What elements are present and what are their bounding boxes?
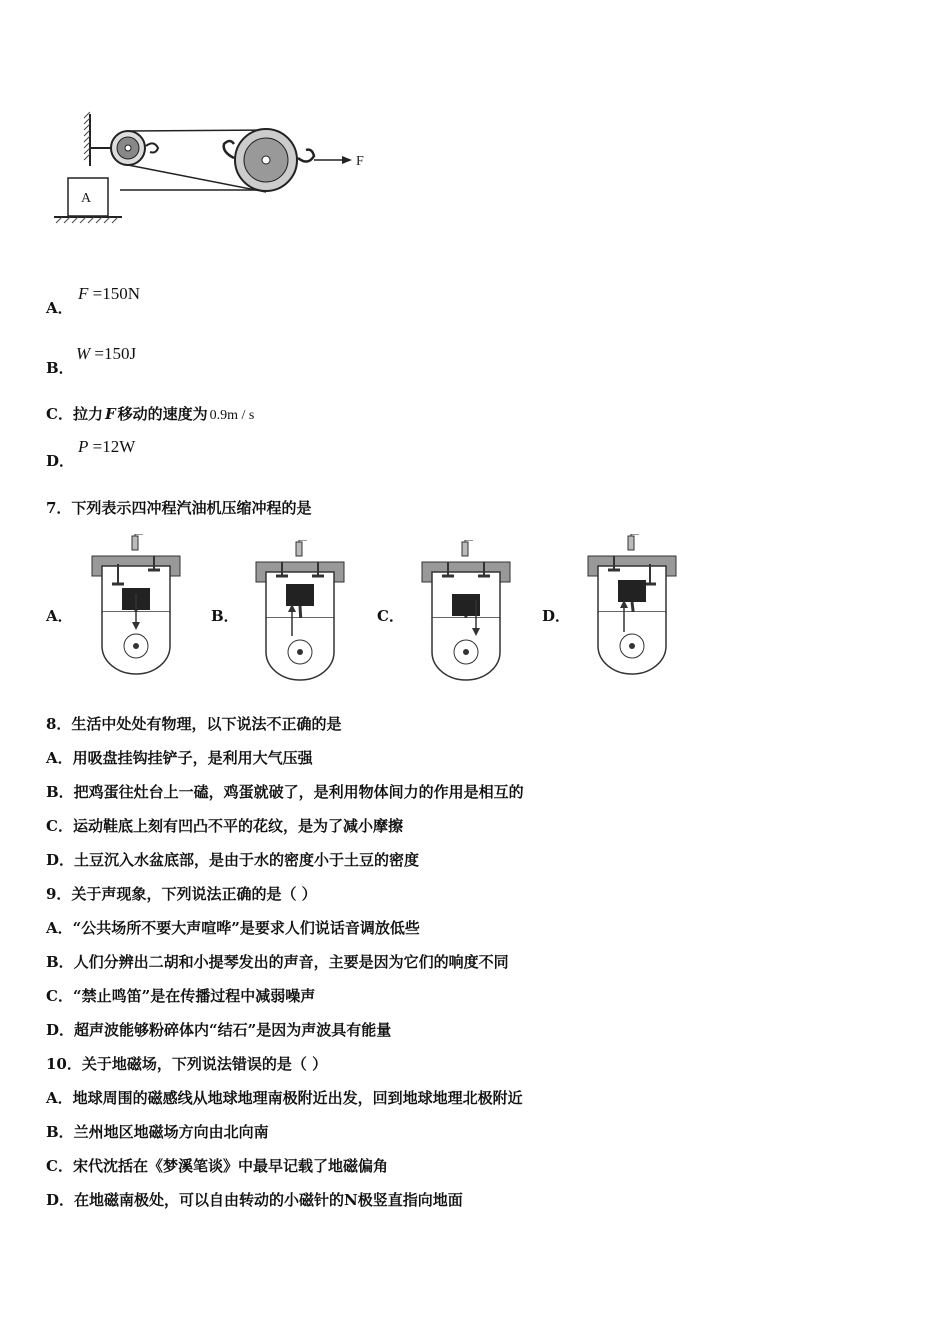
engine-label-b[interactable]: B． (211, 607, 239, 625)
q9-option-d[interactable]: D．超声波能够粉碎体内“结石”是因为声波具有能量 (46, 1021, 392, 1039)
q10-option-b[interactable]: B．兰州地区地磁场方向由北向南 (46, 1123, 269, 1141)
option-letter: D． (46, 452, 75, 470)
force-label: F (356, 154, 364, 169)
engine-diagram-b[interactable] (252, 540, 348, 682)
q10-option-c[interactable]: C．宋代沈括在《梦溪笔谈》中最早记载了地磁偏角 (46, 1157, 388, 1175)
engine-diagram-c[interactable] (418, 540, 514, 682)
math-value: 0.9m / s (209, 408, 255, 423)
block-label: A (81, 191, 92, 206)
engine-diagram-a[interactable] (88, 534, 184, 676)
q8-stem: 8．生活中处处有物理，以下说法不正确的是 (46, 715, 342, 733)
option-letter: C． (46, 405, 73, 423)
q10-option-a[interactable]: A．地球周围的磁感线从地球地理南极附近出发，回到地球地理北极附近 (46, 1089, 523, 1107)
engine-label-c[interactable]: C． (377, 607, 404, 625)
q10-option-d[interactable]: D．在地磁南极处，可以自由转动的小磁针的N极竖直指向地面 (46, 1191, 463, 1209)
math-eq: =150N (92, 284, 141, 303)
math-eq: =150J (94, 344, 137, 363)
option-text: 拉力 (72, 405, 103, 423)
q9-option-b[interactable]: B．人们分辨出二胡和小提琴发出的声音，主要是因为它们的响度不同 (46, 953, 509, 971)
q8-option-d[interactable]: D．土豆沉入水盆底部，是由于水的密度小于土豆的密度 (46, 851, 420, 869)
q8-option-c[interactable]: C．运动鞋底上刻有凹凸不平的花纹，是为了减小摩擦 (46, 817, 403, 835)
math-eq: =12W (92, 437, 136, 456)
q9-option-c[interactable]: C．“禁止鸣笛”是在传播过程中减弱噪声 (46, 987, 316, 1005)
q9-stem: 9．关于声现象，下列说法正确的是（ ） (46, 885, 317, 903)
math-var: F (78, 284, 89, 303)
q10-stem: 10．关于地磁场，下列说法错误的是（ ） (46, 1055, 328, 1073)
math-var: W (76, 344, 91, 363)
math-var: F (104, 405, 116, 423)
q8-option-b[interactable]: B．把鸡蛋往灶台上一磕，鸡蛋就破了，是利用物体间力的作用是相互的 (46, 783, 524, 801)
q6-option-c[interactable] (46, 404, 254, 426)
engine-label-d[interactable]: D． (542, 607, 571, 625)
engine-diagram-d[interactable] (584, 534, 680, 676)
q7-stem: 7．下列表示四冲程汽油机压缩冲程的是 (46, 499, 312, 517)
option-text: 移动的速度为 (117, 405, 208, 423)
q9-option-a[interactable]: A．“公共场所不要大声喧哗”是要求人们说话音调放低些 (46, 919, 420, 937)
math-var: P (78, 437, 89, 456)
option-letter: B． (46, 359, 74, 377)
pulley-figure (40, 108, 380, 230)
q8-option-a[interactable]: A．用吸盘挂钩挂铲子，是利用大气压强 (46, 749, 313, 767)
option-letter: A． (46, 299, 73, 317)
engine-label-a[interactable]: A． (46, 607, 73, 625)
